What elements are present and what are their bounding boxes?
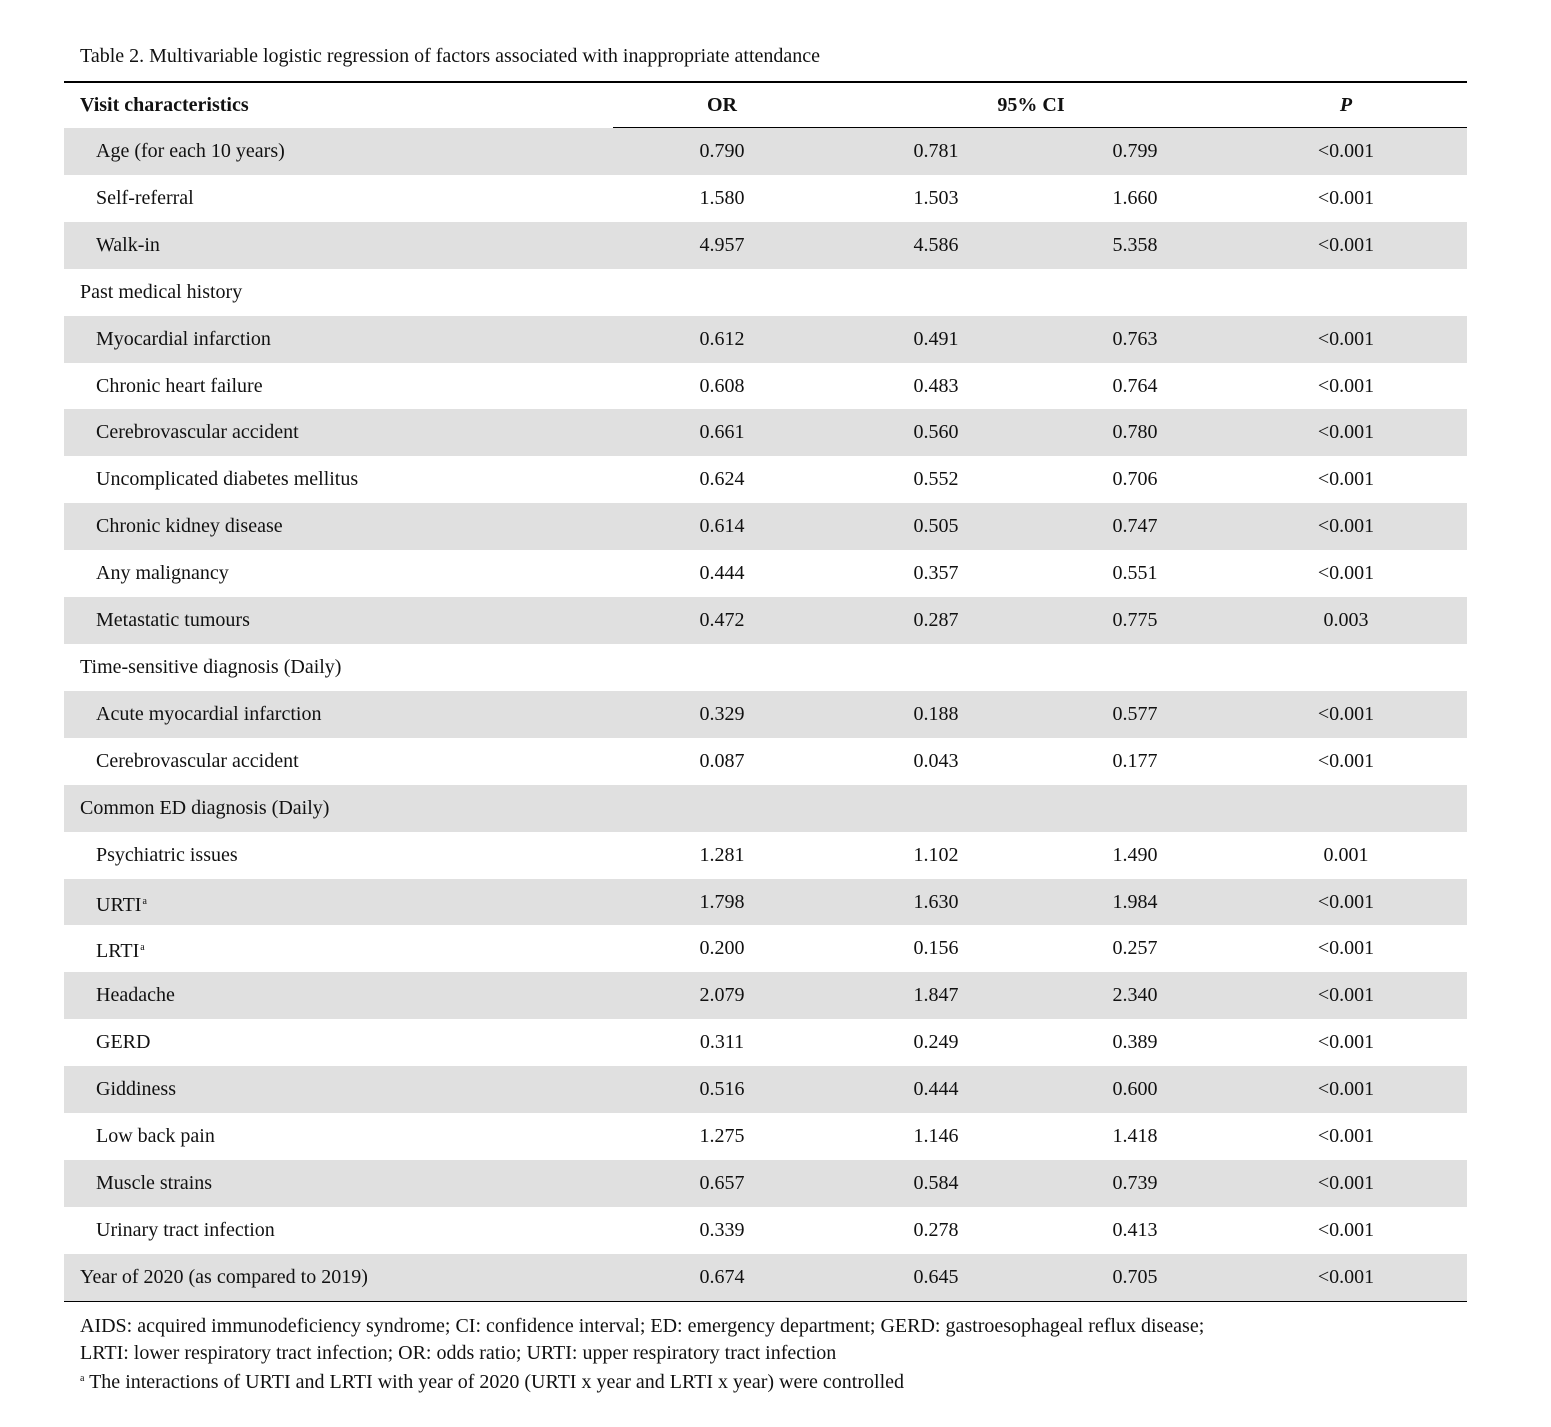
ci-lower: 0.444 bbox=[913, 1078, 959, 1101]
row-label-text: Headache bbox=[96, 984, 175, 1007]
row-label bbox=[96, 1113, 215, 1160]
p-value: <0.001 bbox=[1317, 1265, 1375, 1288]
table-row bbox=[64, 1113, 1467, 1160]
ci-upper: 0.705 bbox=[1112, 1265, 1158, 1288]
ci-upper: 5.358 bbox=[1112, 233, 1158, 256]
row-label-text: Uncomplicated diabetes mellitus bbox=[96, 468, 359, 491]
row-label bbox=[96, 550, 229, 597]
ci-lower: 0.560 bbox=[913, 421, 959, 444]
footnote-marker: a bbox=[140, 942, 145, 954]
p-value: <0.001 bbox=[1317, 1031, 1375, 1054]
row-label bbox=[96, 1066, 176, 1113]
table-row bbox=[64, 175, 1467, 222]
row-label-text: Myocardial infarction bbox=[96, 327, 271, 350]
footnote bbox=[80, 1366, 1204, 1396]
p-value: <0.001 bbox=[1317, 890, 1375, 913]
table-notes bbox=[80, 1313, 1204, 1396]
ci-lower: 0.483 bbox=[913, 374, 959, 397]
row-label bbox=[96, 316, 271, 363]
table-row bbox=[64, 738, 1467, 785]
row-label-text: Walk-in bbox=[96, 233, 160, 256]
row-label bbox=[96, 128, 285, 175]
ci-upper: 0.413 bbox=[1112, 1218, 1158, 1241]
row-label bbox=[96, 738, 299, 785]
p-value: 0.001 bbox=[1323, 843, 1369, 866]
odds-ratio: 0.472 bbox=[699, 609, 745, 632]
odds-ratio: 0.200 bbox=[699, 937, 745, 960]
odds-ratio: 1.580 bbox=[699, 186, 745, 209]
p-value: <0.001 bbox=[1317, 140, 1375, 162]
table-row bbox=[64, 409, 1467, 456]
header-or: OR bbox=[707, 94, 737, 116]
p-value: <0.001 bbox=[1317, 702, 1375, 725]
odds-ratio: 0.608 bbox=[699, 374, 745, 397]
footnote-text: The interactions of URTI and LRTI with year of 2020 (URTI x year and LRTI x year) were controlled bbox=[89, 1371, 905, 1393]
row-label-text: Metastatic tumours bbox=[96, 609, 250, 632]
table-row bbox=[64, 1019, 1467, 1066]
row-label-text: Self-referral bbox=[96, 186, 194, 209]
header-visit-characteristics: Visit characteristics bbox=[80, 94, 249, 116]
table-row bbox=[64, 456, 1467, 503]
p-value: <0.001 bbox=[1317, 421, 1375, 444]
bottom-rule bbox=[64, 1301, 1467, 1303]
p-value: <0.001 bbox=[1317, 937, 1375, 960]
p-value: <0.001 bbox=[1317, 1218, 1375, 1241]
p-value: <0.001 bbox=[1317, 468, 1375, 491]
odds-ratio: 0.790 bbox=[699, 140, 745, 162]
odds-ratio: 0.612 bbox=[699, 327, 745, 350]
odds-ratio: 0.614 bbox=[699, 515, 745, 538]
table-row bbox=[64, 222, 1467, 269]
odds-ratio: 0.516 bbox=[699, 1078, 745, 1101]
row-label bbox=[96, 409, 299, 456]
row-label bbox=[96, 925, 145, 975]
ci-lower: 1.102 bbox=[913, 843, 959, 866]
table-row bbox=[64, 1207, 1467, 1254]
row-label-text: Age (for each 10 years) bbox=[96, 140, 285, 162]
row-label bbox=[96, 832, 238, 879]
ci-lower: 0.156 bbox=[913, 937, 959, 960]
section-label bbox=[80, 644, 341, 691]
ci-lower: 1.847 bbox=[913, 984, 959, 1007]
ci-lower: 0.505 bbox=[913, 515, 959, 538]
odds-ratio: 0.624 bbox=[699, 468, 745, 491]
odds-ratio: 0.329 bbox=[699, 702, 745, 725]
table-row bbox=[64, 128, 1467, 175]
ci-lower: 0.287 bbox=[913, 609, 959, 632]
table-row bbox=[64, 832, 1467, 879]
row-label-text: Time-sensitive diagnosis (Daily) bbox=[80, 655, 342, 678]
header-p: P bbox=[1339, 94, 1353, 116]
row-label-text: LRTI bbox=[96, 940, 140, 963]
row-label-text: Low back pain bbox=[96, 1125, 215, 1148]
abbreviations-line-1: AIDS: acquired immunodeficiency syndrome; CI: confidence interval; ED: emergency department; GERD: gastroesophageal reflux disease; bbox=[80, 1315, 1205, 1337]
row-label-text: Psychiatric issues bbox=[96, 843, 238, 866]
row-label-text: Chronic kidney disease bbox=[96, 515, 283, 538]
ci-upper: 0.764 bbox=[1112, 374, 1158, 397]
p-value: 0.003 bbox=[1323, 609, 1369, 632]
ci-lower: 1.146 bbox=[913, 1125, 959, 1148]
ci-lower: 4.586 bbox=[913, 233, 959, 256]
ci-upper: 0.706 bbox=[1112, 468, 1158, 491]
p-value: <0.001 bbox=[1317, 374, 1375, 397]
ci-upper: 0.600 bbox=[1112, 1078, 1158, 1101]
row-label-text: Chronic heart failure bbox=[96, 374, 263, 397]
row-label bbox=[96, 1207, 275, 1254]
p-value: <0.001 bbox=[1317, 984, 1375, 1007]
odds-ratio: 0.311 bbox=[699, 1031, 745, 1054]
ci-upper: 0.747 bbox=[1112, 515, 1158, 538]
row-label-text: Giddiness bbox=[96, 1078, 176, 1101]
row-label-text: URTI bbox=[96, 893, 142, 916]
ci-lower: 0.249 bbox=[913, 1031, 959, 1054]
table-row bbox=[64, 925, 1467, 972]
ci-upper: 0.551 bbox=[1112, 562, 1158, 585]
ci-lower: 0.645 bbox=[913, 1265, 959, 1288]
row-label-text: Urinary tract infection bbox=[96, 1218, 275, 1241]
p-value: <0.001 bbox=[1317, 233, 1375, 256]
odds-ratio: 1.275 bbox=[699, 1125, 745, 1148]
table-row bbox=[64, 316, 1467, 363]
ci-upper: 0.257 bbox=[1112, 937, 1158, 960]
ci-lower: 1.630 bbox=[913, 890, 959, 913]
p-value: <0.001 bbox=[1317, 749, 1375, 772]
ci-upper: 2.340 bbox=[1112, 984, 1158, 1007]
table-row bbox=[64, 1066, 1467, 1113]
ci-upper: 0.799 bbox=[1112, 140, 1158, 162]
ci-lower: 0.781 bbox=[913, 140, 959, 162]
row-label-text: Cerebrovascular accident bbox=[96, 421, 299, 444]
ci-upper: 0.177 bbox=[1112, 749, 1158, 772]
ci-upper: 1.490 bbox=[1112, 843, 1158, 866]
footnote-marker: a bbox=[80, 1373, 85, 1384]
ci-upper: 1.984 bbox=[1112, 890, 1158, 913]
row-label bbox=[96, 691, 321, 738]
ci-lower: 0.491 bbox=[913, 327, 959, 350]
table-title: Table 2. Multivariable logistic regression of factors associated with inappropriate attendance bbox=[80, 45, 821, 67]
odds-ratio: 0.444 bbox=[699, 562, 745, 585]
row-label-text: Past medical history bbox=[80, 280, 243, 303]
section-label bbox=[80, 269, 242, 316]
table-row bbox=[64, 597, 1467, 644]
odds-ratio: 0.657 bbox=[699, 1171, 745, 1194]
ci-upper: 0.577 bbox=[1112, 702, 1158, 725]
row-label bbox=[80, 1254, 368, 1301]
row-label bbox=[96, 597, 250, 644]
ci-upper: 0.763 bbox=[1112, 327, 1158, 350]
ci-lower: 0.584 bbox=[913, 1171, 959, 1194]
row-label-text: Any malignancy bbox=[96, 562, 229, 585]
odds-ratio: 0.661 bbox=[699, 421, 745, 444]
row-label bbox=[96, 1019, 150, 1066]
odds-ratio: 1.281 bbox=[699, 843, 745, 866]
table-row bbox=[64, 972, 1467, 1019]
abbreviations-line-2: LRTI: lower respiratory tract infection; OR: odds ratio; URTI: upper respiratory tract infection bbox=[80, 1341, 837, 1364]
ci-lower: 0.188 bbox=[913, 702, 959, 725]
ci-lower: 0.357 bbox=[913, 562, 959, 585]
table-row bbox=[64, 691, 1467, 738]
ci-upper: 0.739 bbox=[1112, 1171, 1158, 1194]
p-value: <0.001 bbox=[1317, 186, 1375, 209]
row-label-text: Year of 2020 (as compared to 2019) bbox=[80, 1265, 368, 1288]
row-label bbox=[96, 879, 147, 929]
ci-upper: 0.389 bbox=[1112, 1031, 1158, 1054]
table-row bbox=[64, 503, 1467, 550]
p-value: <0.001 bbox=[1317, 1078, 1375, 1101]
row-label bbox=[96, 363, 263, 410]
header-95-ci: 95% CI bbox=[997, 94, 1065, 116]
row-label bbox=[96, 972, 175, 1019]
odds-ratio: 4.957 bbox=[699, 233, 745, 256]
odds-ratio: 0.339 bbox=[699, 1218, 745, 1241]
row-label-text: GERD bbox=[96, 1031, 151, 1054]
row-label-text: Acute myocardial infarction bbox=[96, 702, 322, 725]
table-row bbox=[64, 1160, 1467, 1207]
row-label-text: Muscle strains bbox=[96, 1171, 213, 1194]
row-label bbox=[96, 1160, 212, 1207]
section-row bbox=[64, 785, 1467, 832]
regression-table bbox=[64, 81, 1467, 1302]
row-label bbox=[96, 175, 194, 222]
ci-upper: 1.418 bbox=[1112, 1125, 1158, 1148]
row-label bbox=[96, 503, 283, 550]
table-header bbox=[64, 83, 1467, 128]
p-value: <0.001 bbox=[1317, 515, 1375, 538]
section-row bbox=[64, 269, 1467, 316]
ci-lower: 0.552 bbox=[913, 468, 959, 491]
table-row bbox=[64, 879, 1467, 926]
odds-ratio: 2.079 bbox=[699, 984, 745, 1007]
row-label-text: Cerebrovascular accident bbox=[96, 749, 299, 772]
row-label bbox=[96, 222, 160, 269]
table-row bbox=[64, 550, 1467, 597]
table-row bbox=[64, 363, 1467, 410]
p-value: <0.001 bbox=[1317, 1171, 1375, 1194]
odds-ratio: 0.087 bbox=[699, 749, 745, 772]
section-row bbox=[64, 644, 1467, 691]
p-value: <0.001 bbox=[1317, 562, 1375, 585]
table-row bbox=[64, 1254, 1467, 1301]
odds-ratio: 1.798 bbox=[699, 890, 745, 913]
section-label bbox=[80, 785, 329, 832]
row-label bbox=[96, 456, 358, 503]
footnote-marker: a bbox=[142, 895, 147, 907]
odds-ratio: 0.674 bbox=[699, 1265, 745, 1288]
ci-lower: 0.278 bbox=[913, 1218, 959, 1241]
ci-upper: 1.660 bbox=[1112, 186, 1158, 209]
p-value: <0.001 bbox=[1317, 327, 1375, 350]
row-label-text: Common ED diagnosis (Daily) bbox=[80, 796, 330, 819]
ci-upper: 0.780 bbox=[1112, 421, 1158, 444]
ci-upper: 0.775 bbox=[1112, 609, 1158, 632]
ci-lower: 1.503 bbox=[913, 186, 959, 209]
ci-lower: 0.043 bbox=[913, 749, 959, 772]
p-value: <0.001 bbox=[1317, 1125, 1375, 1148]
table-body bbox=[64, 128, 1467, 1301]
